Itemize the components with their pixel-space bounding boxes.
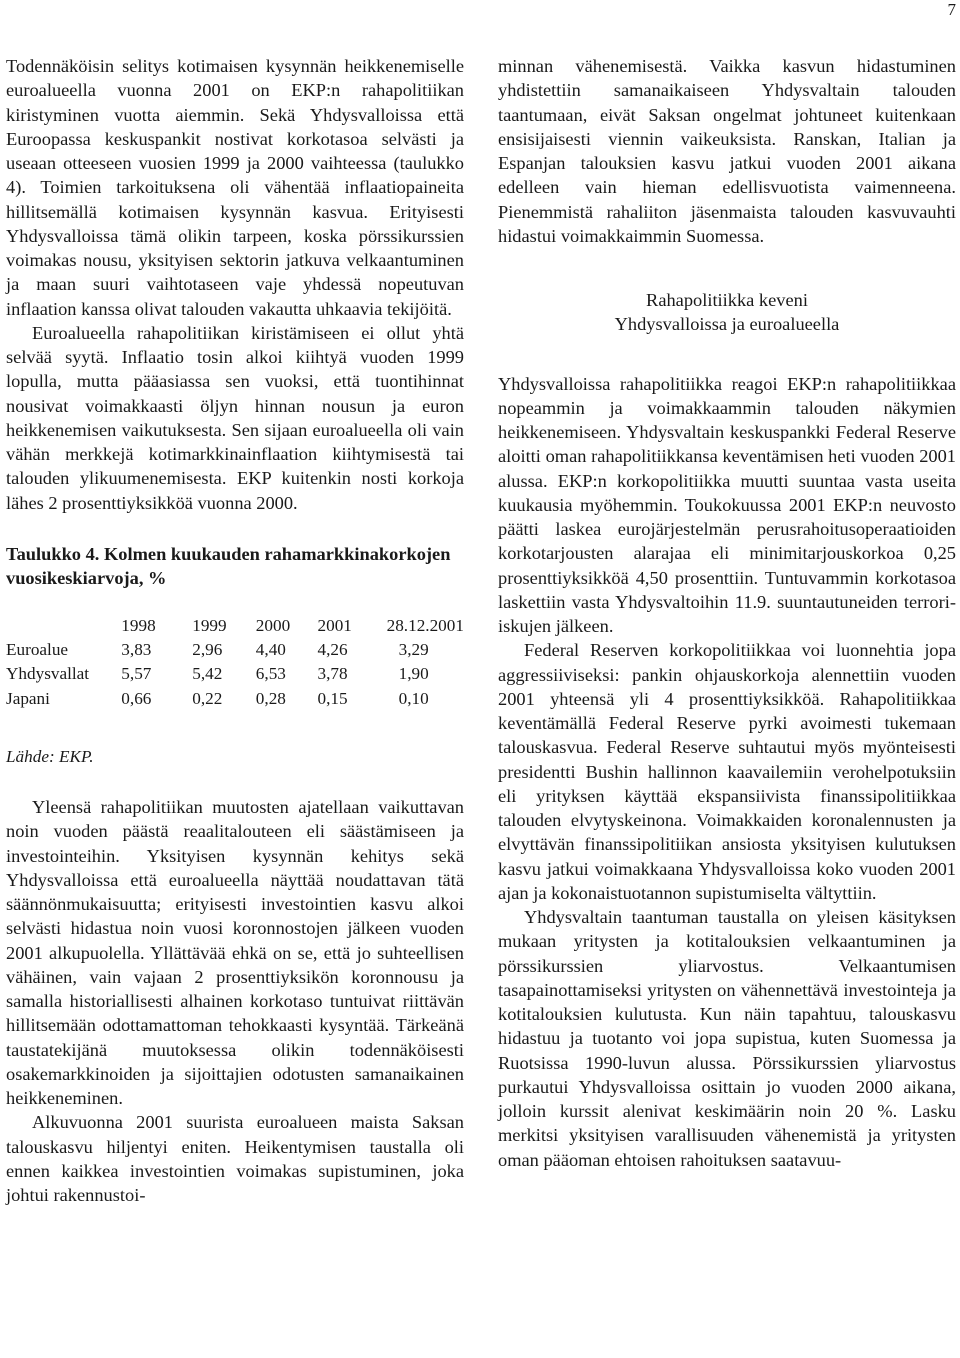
table-cell: 1,90 bbox=[398, 664, 429, 684]
table-title: Taulukko 4. Kolmen kuukauden rahamarkkinakorkojen vuosikeskiarvoja, % bbox=[6, 543, 451, 588]
paragraph: Yhdysvalloissa rahapolitiikka reagoi EKP:n rahapolitiikkaa nopeammin ja voimakkaammin talouden näkymien heikkenemiseen. Yhdysvaltain keskuspankki Federal Reserve aloitti oman rahapolitiikkansa keventämisen heti vuoden 2001 alussa. EKP:n korkopolitiikka muutti suuntaa vasta useita kuukausia myöhemmin. Toukokuussa 2001 EKP:n neuvosto päätti laskea eurojärjestelmän perusrahoitusoperaatioiden korkotarjousten alarajaa eli minimitarjouskorkoa 0,25 prosenttiyksikköä 4,50 prosenttiin. Tuntuvammin korkotasoa laskettiin vasta Yhdysvaltoihin 11.9. suuntautuneiden terrori-iskujen jälkeen. bbox=[498, 373, 956, 636]
table-cell: 0,66 bbox=[121, 688, 152, 708]
section-heading-line: Rahapolitiikka keveni bbox=[646, 290, 808, 310]
table-row bbox=[6, 638, 464, 662]
table-header-cell: 2000 bbox=[255, 615, 291, 635]
right-column bbox=[498, 54, 956, 1172]
table-cell: 5,57 bbox=[121, 664, 152, 684]
table-cell: 3,78 bbox=[317, 664, 348, 684]
table-cell: 3,29 bbox=[398, 640, 429, 659]
paragraph: Yhdysvaltain taantuman taustalla on yleisen käsityksen mukaan yritysten ja kotitalouksien velkaantuminen ja pörssikurssien yliarvostus. Velkaantumisen tasapainottamiseksi yritysten on vähennettävä investointeja ja kotitalouksien kulutusta. Kun näin tapahtuu, talouskasvu hidastuu ja tuotanto voi jopa supistua, kuten Suomessa ja Ruotsissa 1990-luvun alussa. Pörssikurssien yliarvostus purkautui Yhdysvalloissa osittain jo vuoden 2000 aikana, jolloin kurssit alenivat keskimäärin noin 20 %. Lasku merkitsi yksityisen varallisuuden vähenemistä ja yritysten oman pääoman ehtoisen rahoituksen saatavuu- bbox=[498, 907, 956, 1170]
paragraph: minnan vähenemisestä. Vaikka kasvun hidastuminen yhdistettiin samanaikaiseen Yhdysvaltain talouden taantumaan, eivät Saksan ongelmat johtuneet kuitenkaan ensisijaisesti viennin vaikeuksista. Ranskan, Italian ja Espanjan talouksien kasvu jatkui vuoden 2001 aikana edelleen vain hieman edellisvuotista vaimenneena. Pienemmistä rahaliiton jäsenmaista talouden kasvuvauhti hidastui voimakkaimmin Suomessa. bbox=[498, 56, 956, 246]
table-header-cell: 28.12.2001 bbox=[386, 615, 464, 635]
table-cell: Euroalue bbox=[6, 640, 69, 659]
table-row bbox=[6, 662, 464, 686]
table-cell: 0,22 bbox=[192, 688, 223, 708]
paragraph: Federal Reserven korkopolitiikkaa voi luonnehtia jopa aggressiiviseksi: pankin ohjauskorkoja alennettiin vuoden 2001 yhteensä yli 4 prosenttiyksikköä. Rahapolitiikkaa keventämällä Federal Reserve pyrki avoimesti tukemaan talouskasvua. Federal Reserve suhtautui myös myönteisesti presidentti Bushin hallinnon kaavailemiin verohelpotuksiin eli yrityksen käyttää ekspansiivista finanssipolitiikkaa talouden elvytyskeinona. Voimakkaiden koronalennusten ja elvyttävän finanssipolitiikan ansiosta yksityisen kulutuksen kasvu jatkui voimakkaana Yhdysvalloissa koko vuoden 2001 ajan ja kokonaistuotannon supistumiselta vältyttiin. bbox=[498, 640, 956, 903]
interest-rate-table bbox=[6, 614, 464, 711]
paragraph: Todennäköisin selitys kotimaisen kysynnän heikkenemiselle euroalueella vuonna 2001 on EKP:n rahapolitiikan kiristyminen vuotta aiemmin. Sekä Yhdysvalloissa että Euroopassa keskuspankit nostivat korkotasoa selvästi ja useaan otteeseen vuosien 1999 ja 2000 vaihteessa (taulukko 4). Toimien tarkoituksena oli vähentää inflaatiopaineita hillitsemällä kotimaisen kysynnän kasvua. Erityisesti Yhdysvalloissa tämä olikin tarpeen, koska pörssikurssien voimakas nousu, yksityisen sektorin jatkuva velkaantuminen ja maan suuri vaihtotaseen vaje yhdessä nopeutuvan inflaation kanssa olivat talouden vakautta uhkaavia tekijöitä. bbox=[6, 56, 464, 319]
page-number: 7 bbox=[947, 0, 956, 19]
table-header-row bbox=[6, 614, 464, 638]
table-cell: 4,40 bbox=[255, 640, 286, 659]
table-header-cell: 1998 bbox=[121, 615, 156, 635]
paragraph: Yleensä rahapolitiikan muutosten ajatellaan vaikuttavan noin vuoden päästä reaalitalouteen eli säästämiseen ja investointeihin. Yksityisen kysynnän kehitys sekä Yhdysvalloissa että euroalueella näyttää noudattavan tätä säännönmukaisuutta; erityisesti investointien kasvu alkoi selvästi hidastua noin vuosi koronnostojen jälkeen vuoden 2001 alkupuolella. Yllättävää ehkä on se, että jo suhteellisen vähäinen, vain vajaan 2 prosenttiyksikön koronnousu ja samalla historiallisesti alhainen korkotaso tuntuivat riittävän hillitsemään odottamattoman tehokkaasti kysyntää. Tärkeänä taustatekijänä muutoksessa olikin todennäköisesti osakemarkkinoiden ja sijoittajien odotusten samanaikainen heikkeneminen. bbox=[6, 797, 464, 1108]
table-cell: 5,42 bbox=[192, 664, 223, 684]
table-header-cell bbox=[6, 614, 121, 638]
table-cell: 0,15 bbox=[317, 688, 348, 708]
table-cell: Japani bbox=[6, 688, 50, 708]
table-cell: 6,53 bbox=[255, 664, 286, 684]
table-cell: 4,26 bbox=[317, 640, 348, 659]
section-heading bbox=[498, 288, 956, 337]
table-cell: Yhdysvallat bbox=[6, 664, 90, 684]
left-column bbox=[6, 54, 464, 1207]
table-cell: 3,83 bbox=[121, 640, 152, 659]
table-header-cell: 1999 bbox=[192, 615, 227, 635]
paragraph: Alkuvuonna 2001 suurista euroalueen maista Saksan talouskasvu hiljentyi eniten. Heikentymisen taustalla oli ennen kaikkea investointien voimakas supistuminen, joka johtui rakennustoi- bbox=[6, 1112, 464, 1205]
paragraph: Euroalueella rahapolitiikan kiristämiseen ei ollut yhtä selvää syytä. Inflaatio tosin alkoi kiihtyä vuoden 1999 lopulla, mutta pääasiassa sen vuoksi, että tuontihinnat nousivat voimakkaasti öljyn hinnan nousun ja euron heikkenemisen vaikutuksesta. Sen sijaan euroalueella oli vain vähän merkkejä kotimarkkinainflaation kiihtymisestä tai talouden ylikuumenemisesta. EKP kuitenkin nosti korkoja lähes 2 prosenttiyksikköä vuonna 2000. bbox=[6, 322, 464, 513]
table-row bbox=[6, 687, 464, 711]
table-cell: 0,10 bbox=[398, 688, 429, 708]
table-cell: 0,28 bbox=[255, 688, 286, 708]
table-header-cell: 2001 bbox=[317, 615, 352, 635]
table-source: Lähde: EKP. bbox=[6, 746, 94, 766]
section-heading-line: Yhdysvalloissa ja euroalueella bbox=[614, 314, 840, 335]
table-cell: 2,96 bbox=[192, 640, 223, 659]
